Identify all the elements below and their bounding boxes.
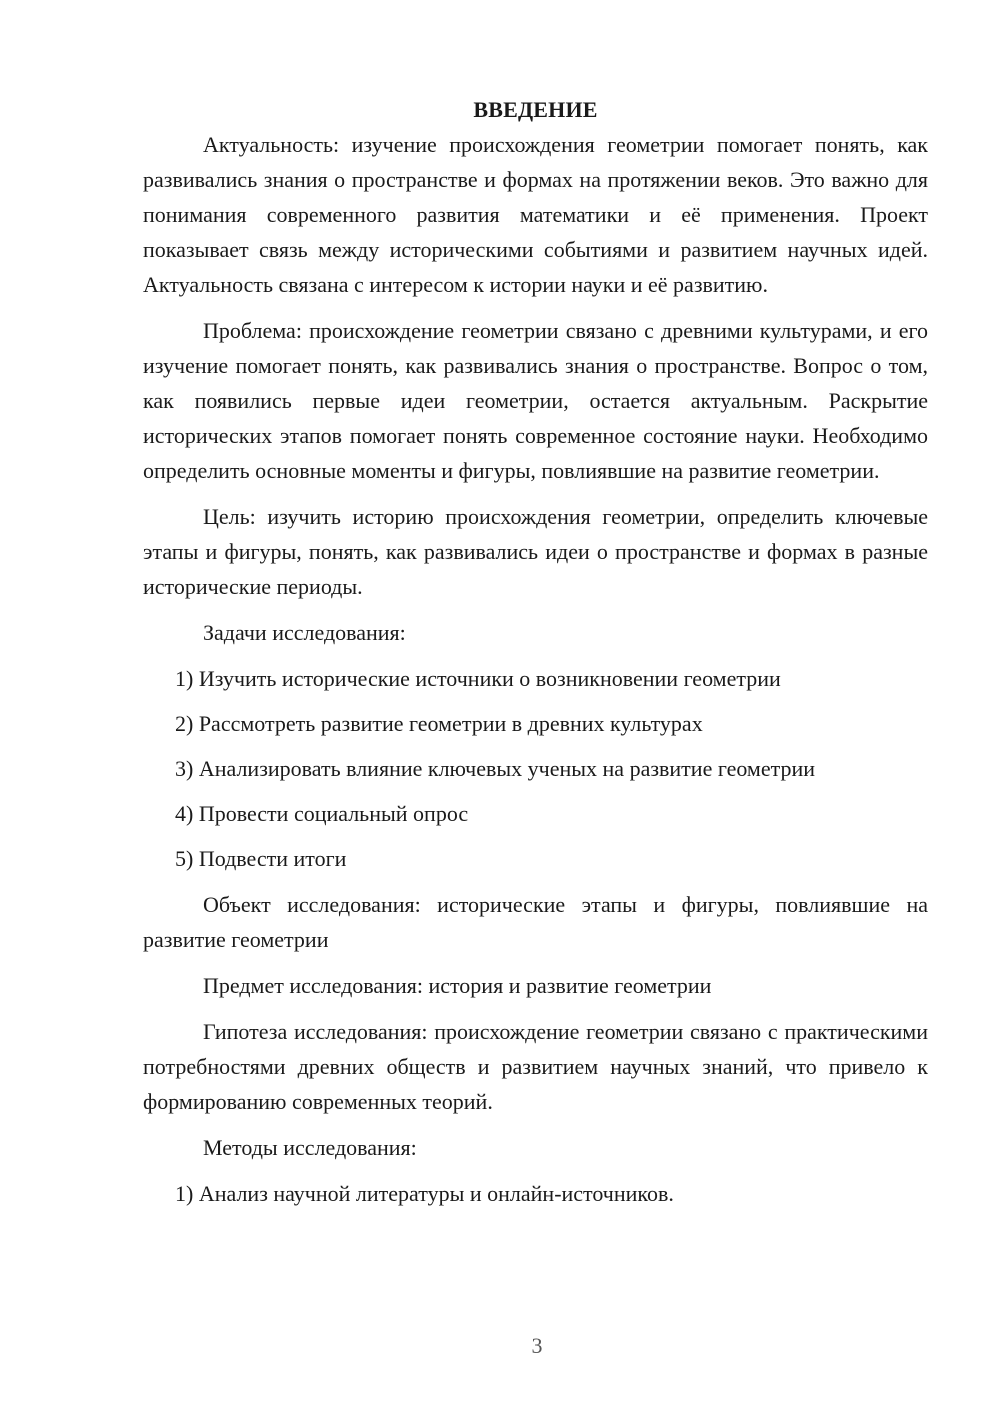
page-number: 3 xyxy=(531,1333,543,1358)
list-item: 1) Анализ научной литературы и онлайн-источников. xyxy=(175,1181,674,1206)
list-item: 4) Провести социальный опрос xyxy=(175,801,469,826)
section-title: ВВЕДЕНИЕ xyxy=(473,97,598,122)
methods-list xyxy=(143,1176,928,1211)
object-paragraph: Объект исследования: исторические этапы и фигуры, повлиявшие на развитие геометрии xyxy=(143,892,928,952)
relevance-paragraph: Актуальность: изучение происхождения геометрии помогает понять, как развивались знания о пространстве и формах на протяжении веков. Это важно для понимания современного развития математики и её применения. Проект показывает связь между историческими событиями и развитием научных идей. Актуальность связана с интересом к истории науки и её развитию. xyxy=(143,132,928,297)
tasks-label: Задачи исследования: xyxy=(203,620,406,645)
document-page xyxy=(143,92,928,1211)
tasks-list xyxy=(143,661,928,876)
list-item: 2) Рассмотреть развитие геометрии в древних культурах xyxy=(175,711,703,736)
subject-paragraph: Предмет исследования: история и развитие геометрии xyxy=(203,973,712,998)
hypothesis-paragraph: Гипотеза исследования: происхождение геометрии связано с практическими потребностями древних обществ и развитием научных знаний, что привело к формированию современных теорий. xyxy=(143,1019,928,1114)
problem-paragraph: Проблема: происхождение геометрии связано с древними культурами, и его изучение помогает понять, как развивались знания о пространстве. Вопрос о том, как появились первые идеи геометрии, остается актуальным. Раскрытие исторических этапов помогает понять современное состояние науки. Необходимо определить основные моменты и фигуры, повлиявшие на развитие геометрии. xyxy=(143,318,928,483)
methods-label: Методы исследования: xyxy=(203,1135,417,1160)
list-item: 5) Подвести итоги xyxy=(175,846,347,871)
list-item: 1) Изучить исторические источники о возникновении геометрии xyxy=(175,666,781,691)
list-item: 3) Анализировать влияние ключевых ученых на развитие геометрии xyxy=(175,756,816,781)
goal-paragraph: Цель: изучить историю происхождения геометрии, определить ключевые этапы и фигуры, понять, как развивались идеи о пространстве и формах в разные исторические периоды. xyxy=(143,504,928,599)
